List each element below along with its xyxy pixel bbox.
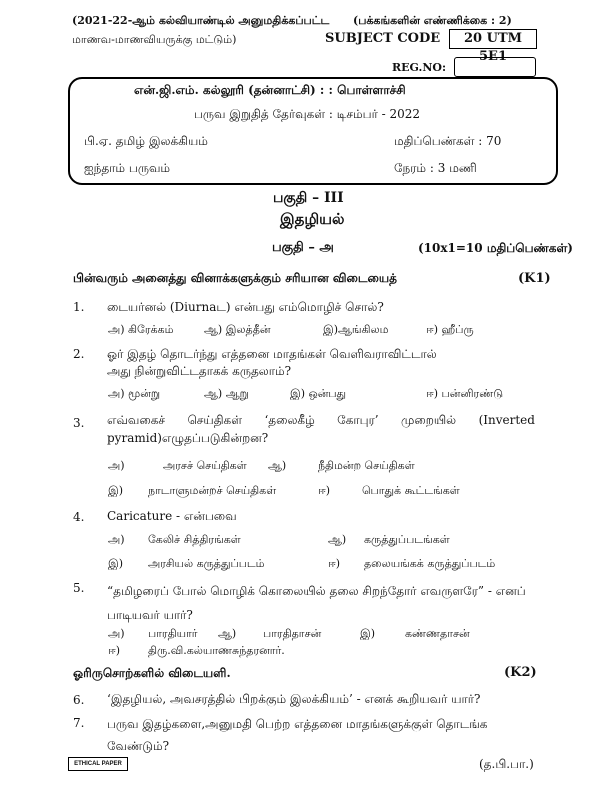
option-b: நீதிமன்ற செய்திகள்	[318, 459, 415, 472]
option-c: நாடாளுமன்றச் செய்திகள்	[148, 484, 277, 497]
oneword-instruction: ஓரிருசொற்களில் விடையளி.	[73, 666, 231, 680]
please-turn-over: (த.பி.பா.)	[479, 757, 534, 771]
option-b: ஆ) இலத்தீன்	[204, 323, 271, 336]
option-d: தலையங்கக் கருத்துப்படம்	[364, 557, 496, 570]
option-a: கேலிச் சித்திரங்கள்	[148, 533, 241, 546]
option-d: ஈ) ஹீப்ரு	[426, 323, 474, 336]
header-admission-note: (2021-22-ஆம் கல்வியாண்டில் அனுமதிக்கப்பட்ட	[72, 14, 330, 27]
option-c-marker: இ)	[108, 484, 123, 497]
question-number: 1.	[73, 300, 85, 314]
exam-info-box	[68, 77, 558, 185]
question-word: முறையில்	[401, 413, 457, 427]
question-text	[107, 413, 535, 429]
section-a-instruction: பின்வரும் அனைத்து வினாக்களுக்கும் சரியான விடையைத்	[73, 271, 397, 285]
question-text: ‘இதழியல், அவசரத்தில் பிறக்கும் இலக்கியம்’ - எனக் கூறியவர் யார்?	[107, 692, 481, 706]
option-b-marker: ஆ)	[328, 533, 347, 546]
question-text: பருவ இதழ்களை,அனுமதி பெற்ற எத்தனை மாதங்களுக்குள் தொடங்க வேண்டும்?	[107, 717, 488, 753]
option-a-marker: அ)	[108, 627, 125, 640]
option-c: இ) ஒன்பது	[290, 387, 347, 400]
question-number: 6.	[73, 693, 85, 707]
question-word: செய்திகள்	[187, 413, 243, 427]
question-text: Caricature - என்பவை	[107, 509, 237, 523]
section-a-level: (K1)	[518, 271, 551, 286]
option-c-marker: இ)	[108, 557, 123, 570]
option-d-marker: ஈ)	[108, 644, 121, 657]
question-number: 2.	[73, 347, 85, 361]
question-word: எவ்வகைச்	[107, 413, 166, 427]
semester: ஐந்தாம் பருவம்	[84, 161, 171, 175]
question-word: (Inverted	[478, 413, 535, 427]
ethical-paper-stamp: ETHICAL PAPER	[68, 757, 128, 771]
option-d-marker: ஈ)	[328, 557, 341, 570]
question-text: ஓர் இதழ் தொடர்ந்து எத்தனை மாதங்கள் வெளிவராவிட்டால் அது நின்றுவிட்டதாகக் கருதலாம்?	[107, 347, 437, 378]
course-name: பி.ஏ. தமிழ் இலக்கியம்	[84, 134, 208, 148]
max-marks: மதிப்பெண்கள் : 70	[394, 134, 502, 148]
option-a-marker: அ)	[108, 533, 125, 546]
option-b: கருத்துப்படங்கள்	[364, 533, 450, 546]
reg-no-label: REG.NO:	[392, 61, 447, 74]
option-a: அரசச் செய்திகள்	[163, 459, 247, 472]
question-number: 7.	[73, 716, 85, 730]
option-d: ஈ) பன்னிரண்டு	[426, 387, 504, 400]
exam-title: பருவ இறுதித் தேர்வுகள் : டிசம்பர் - 2022	[194, 107, 421, 121]
option-d-marker: ஈ)	[318, 484, 331, 497]
exam-time: நேரம் : 3 மணி	[394, 161, 477, 175]
page-count: (பக்கங்களின் எண்ணிக்கை : 2)	[353, 14, 512, 27]
reg-no-field[interactable]	[454, 57, 536, 77]
subject-code-value: 20 UTM 5E1	[449, 29, 537, 49]
option-a-marker: அ)	[108, 459, 125, 472]
subject-title: இதழியல்	[280, 210, 345, 228]
section-a-marks: (10x1=10 மதிப்பெண்கள்)	[418, 241, 573, 255]
header-students-note: மாணவ-மாணவியருக்கு மட்டும்)	[72, 33, 237, 46]
option-c: இ)ஆங்கிலம	[323, 323, 389, 336]
question-word: ‘தலைகீழ்	[264, 413, 315, 427]
question-number: 4.	[73, 510, 85, 524]
option-a: அ) கிரேக்கம்	[108, 323, 174, 336]
option-b: பாரதிதாசன்	[263, 627, 322, 640]
question-text: “தமிழரைப் போல் மொழிக் கொலையில் தலை சிறந்தோர் எவருளரே” - எனப் பாடியவர் யார்?	[107, 584, 526, 622]
option-b-marker: ஆ)	[268, 459, 287, 472]
option-d: பொதுக் கூட்டங்கள்	[362, 484, 460, 497]
option-c: கண்ணதாசன்	[405, 627, 470, 640]
question-number: 3.	[73, 416, 85, 430]
option-c-marker: இ)	[360, 627, 375, 640]
option-a: பாரதியார்	[148, 627, 198, 640]
college-name: என்.ஜி.எம். கல்லூரி (தன்னாட்சி) : : பொள்ளாச்சி	[134, 83, 406, 97]
question-text-continued: pyramid)எழுதப்படுகின்றன?	[107, 431, 269, 445]
option-d: திரு.வி.கல்யாணசுந்தரனார்.	[148, 644, 285, 657]
question-word: கோபுர’	[337, 413, 379, 427]
question-text: டையர்னல் (Diurnaட) என்பது எம்மொழிச் சொல்?	[107, 300, 384, 314]
oneword-level: (K2)	[504, 665, 537, 680]
option-a: அ) மூன்று	[108, 387, 161, 400]
option-c: அரசியல் கருத்துப்படம்	[148, 557, 265, 570]
option-b: ஆ) ஆறு	[204, 387, 249, 400]
option-b-marker: ஆ)	[218, 627, 237, 640]
part-title: பகுதி – III	[273, 190, 344, 206]
subject-code-label: SUBJECT CODE	[325, 31, 441, 46]
section-a-label: பகுதி – அ	[272, 240, 334, 255]
question-number: 5.	[73, 581, 85, 595]
